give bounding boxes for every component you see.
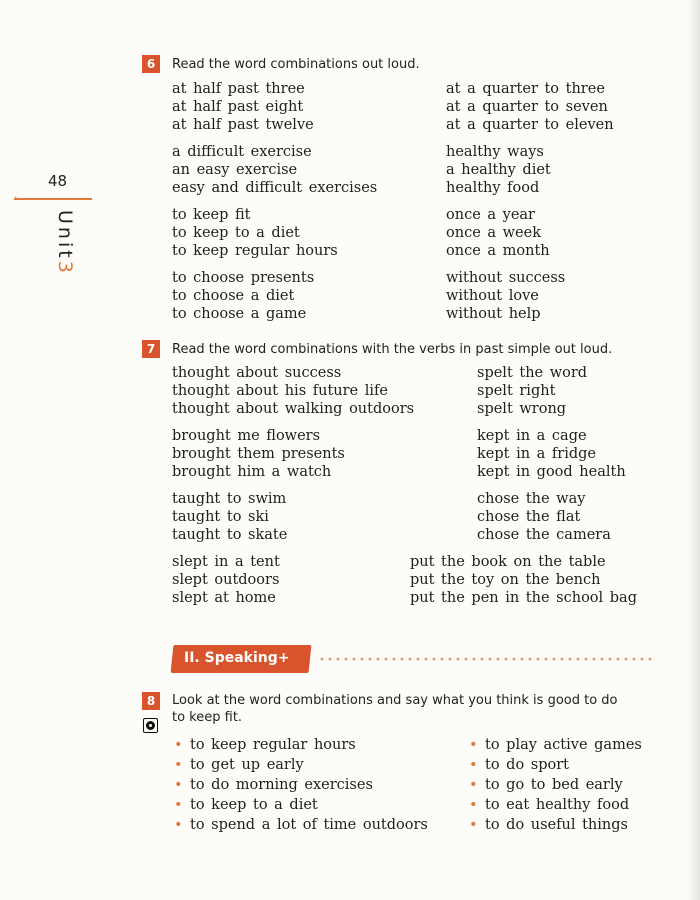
phrase: thought about success	[172, 365, 342, 381]
phrase: a difficult exercise	[172, 144, 312, 160]
ex7-group-1-left	[172, 364, 414, 418]
audio-disc-icon	[143, 718, 158, 733]
phrase: brought them presents	[172, 446, 345, 462]
page-number: 48	[48, 172, 68, 190]
list-item: • to eat healthy food	[469, 795, 642, 815]
phrase: chose the camera	[477, 527, 611, 543]
ex6-group-1-left	[172, 80, 314, 134]
phrase: slept in a tent	[172, 554, 280, 570]
list-item: • to play active games	[469, 735, 642, 755]
phrase: slept outdoors	[172, 572, 280, 588]
phrase: thought about walking outdoors	[172, 401, 415, 417]
phrase: kept in good health	[477, 464, 626, 480]
ex7-group-2-right	[477, 427, 626, 481]
phrase: slept at home	[172, 590, 276, 606]
phrase: put the book on the table	[410, 554, 606, 570]
phrase: spelt right	[477, 383, 556, 399]
phrase: chose the way	[477, 491, 586, 507]
ex7-group-3-left	[172, 490, 287, 544]
phrase: at a quarter to seven	[446, 99, 608, 115]
ex6-group-2-left	[172, 143, 377, 197]
page-divider	[14, 198, 92, 200]
phrase: taught to skate	[172, 527, 288, 543]
phrase: at half past three	[172, 81, 305, 97]
phrase: spelt wrong	[477, 401, 567, 417]
ex6-group-3-left	[172, 206, 338, 260]
phrase: to choose a diet	[172, 288, 295, 304]
phrase: chose the flat	[477, 509, 581, 525]
ex7-group-1-right	[477, 364, 587, 418]
phrase: taught to swim	[172, 491, 287, 507]
ex8-bullet-list-left	[174, 735, 428, 835]
unit-label	[54, 210, 76, 276]
phrase: spelt the word	[477, 365, 588, 381]
exercise-8-number: 8	[142, 692, 160, 710]
phrase: at half past eight	[172, 99, 304, 115]
phrase: at a quarter to three	[446, 81, 605, 97]
phrase: to keep to a diet	[172, 225, 300, 241]
phrase: taught to ski	[172, 509, 269, 525]
phrase: without success	[446, 270, 566, 286]
ex6-group-4-right	[446, 269, 565, 323]
phrase: without love	[446, 288, 539, 304]
ex7-group-3-right	[477, 490, 611, 544]
section-dotted-rule	[318, 657, 652, 661]
phrase: put the toy on the bench	[410, 572, 601, 588]
exercise-8-instruction	[172, 692, 618, 726]
phrase: at a quarter to eleven	[446, 117, 614, 133]
list-item: • to do sport	[469, 755, 642, 775]
ex7-group-4-right	[410, 553, 637, 607]
exercise-8-instruction-line-1: Look at the word combinations and say what you think is good to do	[172, 693, 618, 708]
section-label: II. Speaking+	[184, 650, 290, 666]
page-edge-shadow	[686, 0, 700, 900]
phrase: thought about his future life	[172, 383, 388, 399]
phrase: healthy food	[446, 180, 540, 196]
ex8-bullet-list-right	[469, 735, 642, 835]
phrase: put the pen in the school bag	[410, 590, 637, 606]
exercise-8-instruction-line-2: to keep fit.	[172, 710, 243, 725]
phrase: healthy ways	[446, 144, 544, 160]
exercise-7-number: 7	[142, 340, 160, 358]
phrase: kept in a cage	[477, 428, 587, 444]
phrase: to choose a game	[172, 306, 307, 322]
phrase: a healthy diet	[446, 162, 551, 178]
phrase: kept in a fridge	[477, 446, 597, 462]
exercise-7-instruction: Read the word combinations with the verbs in past simple out loud.	[172, 342, 613, 357]
unit-number: 3	[54, 260, 76, 276]
list-item: • to do morning exercises	[174, 775, 428, 795]
exercise-6-number: 6	[142, 55, 160, 73]
ex7-group-4-left	[172, 553, 280, 607]
list-item: • to spend a lot of time outdoors	[174, 815, 428, 835]
exercise-6-instruction: Read the word combinations out loud.	[172, 57, 420, 72]
phrase: easy and difficult exercises	[172, 180, 378, 196]
list-item: • to do useful things	[469, 815, 642, 835]
phrase: once a year	[446, 207, 535, 223]
phrase: without help	[446, 306, 541, 322]
phrase: to choose presents	[172, 270, 315, 286]
ex6-group-3-right	[446, 206, 550, 260]
ex7-group-2-left	[172, 427, 345, 481]
list-item: • to go to bed early	[469, 775, 642, 795]
ex6-group-4-left	[172, 269, 314, 323]
list-item: • to keep to a diet	[174, 795, 428, 815]
phrase: once a month	[446, 243, 550, 259]
unit-word: Unit	[54, 210, 76, 261]
phrase: an easy exercise	[172, 162, 298, 178]
ex6-group-2-right	[446, 143, 551, 197]
ex6-group-1-right	[446, 80, 614, 134]
phrase: once a week	[446, 225, 541, 241]
list-item: • to get up early	[174, 755, 428, 775]
phrase: to keep fit	[172, 207, 251, 223]
phrase: to keep regular hours	[172, 243, 338, 259]
phrase: brought me flowers	[172, 428, 321, 444]
list-item: • to keep regular hours	[174, 735, 428, 755]
phrase: at half past twelve	[172, 117, 314, 133]
phrase: brought him a watch	[172, 464, 332, 480]
